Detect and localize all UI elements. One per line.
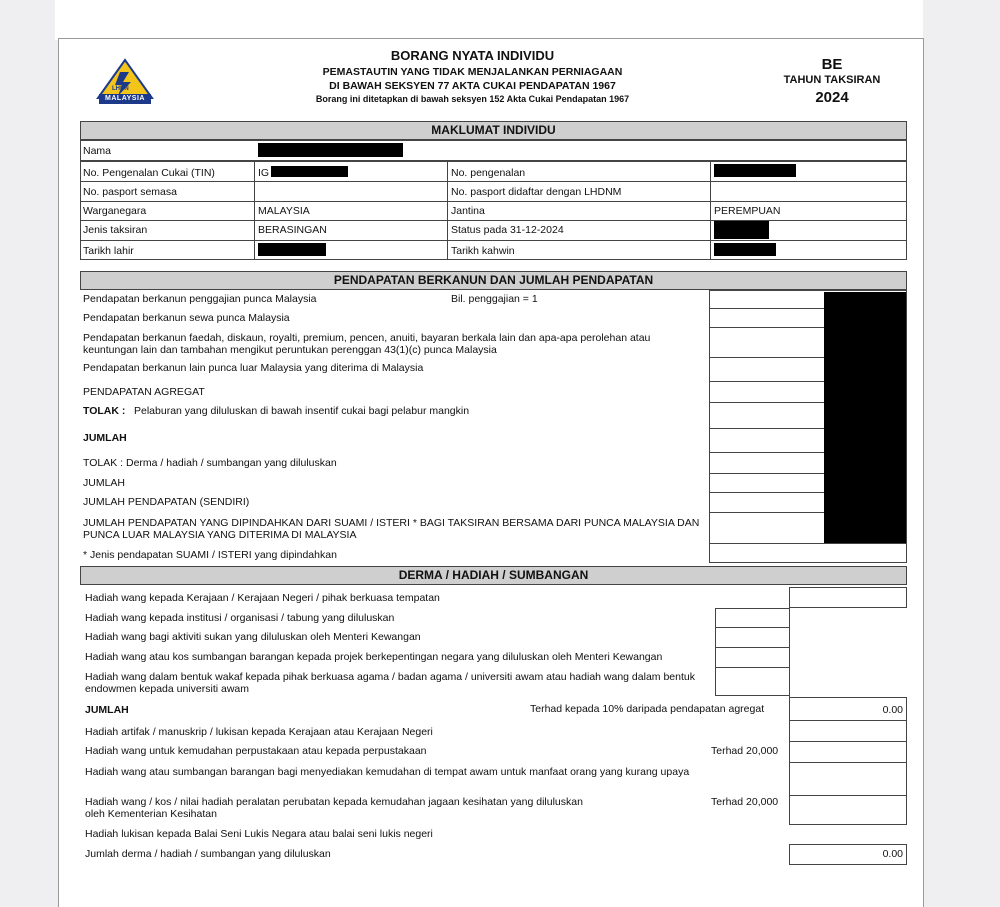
assessment-type-label: Jenis taksiran xyxy=(83,224,148,236)
less-investment-label: Pelaburan yang diluluskan di bawah insentif cukai bagi pelabur mangkin xyxy=(134,405,470,417)
donation-total-value: 0.00 xyxy=(882,704,903,716)
page-above xyxy=(55,0,923,40)
logo-label: LHDN xyxy=(112,86,129,92)
approved-donations-total-label: Jumlah derma / hadiah / sumbangan yang diluluskan xyxy=(85,848,331,860)
limit-20000-library: Terhad 20,000 xyxy=(711,745,779,757)
income-values-redacted xyxy=(824,292,906,543)
donation-total-label: JUMLAH xyxy=(85,704,129,716)
less-donations-label: TOLAK : Derma / hadiah / sumbangan yang diluluskan xyxy=(83,457,337,469)
form-code: BE xyxy=(821,56,843,73)
assessment-year: 2024 xyxy=(815,89,849,106)
gender-value: PEREMPUAN xyxy=(714,205,781,217)
tin-prefix: IG xyxy=(258,167,270,179)
marriage-date-label: Tarikh kahwin xyxy=(451,245,515,257)
assessment-type-value: BERASINGAN xyxy=(258,224,327,236)
dob-label: Tarikh lahir xyxy=(83,245,134,257)
name-row xyxy=(80,140,907,161)
marriage-date-redacted xyxy=(714,243,776,256)
limit-10-percent: Terhad kepada 10% daripada pendapatan agregat xyxy=(530,703,765,715)
name-redacted xyxy=(258,143,403,157)
limit-20000-medical: Terhad 20,000 xyxy=(711,796,779,808)
passport-label: No. pasport semasa xyxy=(83,186,177,198)
section-income-heading: PENDAPATAN BERKANUN DAN JUMLAH PENDAPATAN xyxy=(80,271,907,290)
gender-label: Jantina xyxy=(451,205,485,217)
employer-count: Bil. penggajian = 1 xyxy=(451,293,538,305)
donation-national-project-label: Hadiah wang atau kos sumbangan barangan kepada projek berkepentingan negara yang diluluskan oleh Menteri Kewangan xyxy=(85,651,663,663)
id-label: No. pengenalan xyxy=(451,167,526,179)
total-2-label: JUMLAH xyxy=(83,477,126,489)
donation-artifact-label: Hadiah artifak / manuskrip / lukisan kepada Kerajaan atau Kerajaan Negeri xyxy=(85,726,433,738)
total-1-label: JUMLAH xyxy=(83,432,127,444)
spouse-transfer-label: JUMLAH PENDAPATAN YANG DIPINDAHKAN DARI SUAMI / ISTERI * BAGI TAKSIRAN BERSAMA DARI PUNCA MALAYSIA DAN PUNCA LUAR MALAYSIA YANG DITERIMA DI MALAYSIA xyxy=(83,517,700,541)
name-label: Nama xyxy=(83,145,112,157)
donation-waqf-label: Hadiah wang dalam bentuk wakaf kepada pihak berkuasa agama / badan agama / universiti awam atau hadiah wang dalam bentuk endowmen kepada universiti awam xyxy=(85,671,695,695)
dob-redacted xyxy=(258,243,326,256)
donation-painting-label: Hadiah lukisan kepada Balai Seni Lukis Negara atau balai seni lukis negeri xyxy=(85,828,433,840)
donation-medical-label: Hadiah wang / kos / nilai hadiah peralatan perubatan kepada kemudahan jagaan kesihatan yang diluluskan oleh Kementerian Kesihatan xyxy=(85,796,583,820)
section-donations-heading: DERMA / HADIAH / SUMBANGAN xyxy=(80,566,907,585)
donation-public-facility-label: Hadiah wang atau sumbangan barangan bagi menyediakan kemudahan di tempat awam untuk manfaat orang yang kurang upaya xyxy=(85,766,690,778)
less-label: TOLAK : xyxy=(83,405,126,417)
donation-sub-boxes xyxy=(715,608,790,696)
interest-income-label: Pendapatan berkanun faedah, diskaun, royalti, premium, pencen, anuiti, bayaran berkala lain dan apa-apa perolehan atau keuntungan lain dan tambahan mengikut peruntukan perenggan 43(1)(c) punca Malaysia xyxy=(83,332,651,356)
form-subtitle-3: Borang ini ditetapkan di bawah seksyen 152 Akta Cukai Pendapatan 1967 xyxy=(315,94,630,104)
section-individual-heading: MAKLUMAT INDIVIDU xyxy=(80,121,907,140)
assessment-year-label: TAHUN TAKSIRAN xyxy=(783,74,881,86)
employment-income-label: Pendapatan berkanun penggajian punca Malaysia xyxy=(83,293,317,305)
tin-redacted xyxy=(271,166,348,177)
form-subtitle-1: PEMASTAUTIN YANG TIDAK MENJALANKAN PERNIAGAAN xyxy=(322,66,623,78)
passport-registered-label: No. pasport didaftar dengan LHDNM xyxy=(451,186,622,198)
donation-sports-label: Hadiah wang bagi aktiviti sukan yang diluluskan oleh Menteri Kewangan xyxy=(85,631,421,643)
donation-library-label: Hadiah wang untuk kemudahan perpustakaan atau kepada perpustakaan xyxy=(85,745,427,757)
spouse-income-type-label: * Jenis pendapatan SUAMI / ISTERI yang dipindahkan xyxy=(83,549,337,561)
approved-donations-total-value: 0.00 xyxy=(882,848,903,860)
status-label: Status pada 31-12-2024 xyxy=(451,224,564,236)
foreign-income-label: Pendapatan berkanun lain punca luar Malaysia yang diterima di Malaysia xyxy=(83,362,424,374)
citizenship-value: MALAYSIA xyxy=(258,205,310,217)
total-income-label: JUMLAH PENDAPATAN (SENDIRI) xyxy=(83,496,250,508)
status-redacted xyxy=(714,221,769,239)
donation-values-column xyxy=(789,697,907,825)
citizenship-label: Warganegara xyxy=(83,205,147,217)
aggregate-income-label: PENDAPATAN AGREGAT xyxy=(83,386,205,398)
tin-label: No. Pengenalan Cukai (TIN) xyxy=(83,167,215,179)
donation-gov-label: Hadiah wang kepada Kerajaan / Kerajaan Negeri / pihak berkuasa tempatan xyxy=(85,592,440,604)
logo-subtext: MALAYSIA xyxy=(99,94,151,104)
rental-income-label: Pendapatan berkanun sewa punca Malaysia xyxy=(83,312,290,324)
form-title: BORANG NYATA INDIVIDU xyxy=(390,48,555,63)
id-redacted xyxy=(714,164,796,177)
donation-institution-label: Hadiah wang kepada institusi / organisasi / tabung yang diluluskan xyxy=(85,612,395,624)
form-subtitle-2: DI BAWAH SEKSYEN 77 AKTA CUKAI PENDAPATAN 1967 xyxy=(329,80,616,92)
